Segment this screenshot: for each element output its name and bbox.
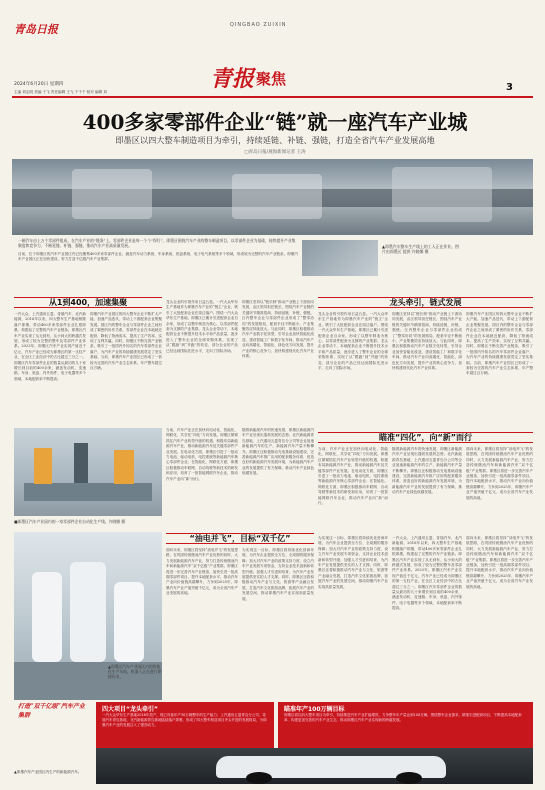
masthead-site: QINGBAO ZUIXIN (230, 22, 287, 28)
section-title-3: 瞄准“四化”，向“新”而行 (318, 432, 533, 443)
robot-label: 打造“双千亿级”汽车产业集群 (18, 703, 85, 719)
factory-photo (14, 428, 162, 516)
factory-caption: ■即墨区汽车产业园内的一家零部件企业自动化生产线。许晓娜 摄 (14, 519, 126, 524)
column-d2: 即墨区坚持以“链长制”推动产业链上下游协同发展，由区领导担任链长，围绕汽车产业链的关键环节精准招商，持续延链、补链、强链。区内整车企业与零部件企业形成了“整零协同”的发展格局，配套半径不断缩小，产业集聚效应持续放大。与此同时，即墨区积极推动汽车产业数字化转型，引导企业加快智能化改造，建设智能工厂和数字化车间，推动汽车产业向高端化、智能化、绿色化方向发展，提升产业的核心竞争力，加快构建现代化汽车产业体系。 (392, 312, 462, 371)
headline-sub: 即墨区以四大整车制造项目为牵引，持续延链、补链、强链，打造全省汽车产业发展高地 (115, 135, 435, 145)
column-g3: 面向未来，即墨区将坚持“油电并飞”的发展思路，在巩固传统燃油汽车产业优势的同时，大力发展新能源汽车产业，努力打造传统燃油汽车和新能源汽车“双千亿级”产业集群。即墨区将进一步完善汽车产业链条，加快引进一批高端零部件项目，提升本地配套水平，推动汽车产业向价值链高端攀升，力争到2025年，即墨汽车产业产值突破千亿元，成为全省汽车产业发展的高地。 (466, 536, 533, 589)
bottom-box-right (278, 702, 533, 748)
column-f2: 随着新能源汽车的快速发展，即墨区新能源汽车产业呈现出蓬勃发展的态势。北汽新能源青岛基地、上汽通用五菱青岛分公司等企业加速新能源汽车的生产，新能源汽车产量不断攀升。即墨区还积极推动充电基础设施建设，完善新能源汽车推广应用的配套服务体系，营造良好的新能源汽车发展环境，为新能源汽车产业的发展提供了有力保障，推动汽车产业绿色低碳发展。 (392, 447, 462, 495)
section-name: 聚焦 (256, 70, 287, 88)
masthead-rule (12, 96, 533, 98)
column-h2: 为实现这一目标，即墨区将持续优化营商环境，为汽车企业提供全方位、全周期的服务保障；加大对汽车产业的政策支持力度，设立汽车产业发展专项资金，支持企业技术创新和转型升级；加强人才引进和培育，为汽车产业发展提供坚实的人才支撑。同时，即墨区还将积极推动汽车产业与文化、旅游等产业融合发展，打造汽车文化旅游品牌，拓展汽车产业的发展空间，推动即墨汽车产业实现高质量发展。 (318, 536, 388, 589)
column-h: 为实现这一目标，即墨区将持续优化营商环境，为汽车企业提供全方位、全周期的服务保障；加大对汽车产业的政策支持力度，设立汽车产业发展专项资金，支持企业技术创新和转型升级；加强人才引进和培育，为汽车产业发展提供坚实的人才支撑。同时，即墨区还将积极推动汽车产业与文化、旅游等产业融合发展，打造汽车文化旅游品牌，拓展汽车产业的发展空间，推动即墨汽车产业实现高质量发展。 (242, 548, 314, 601)
date-line: 2024年6月20日 星期四 (14, 82, 64, 87)
lead-photo (12, 159, 533, 235)
column-e2: 当前，汽车产业正在加快向电动化、智能化、网联化、共享化“四化”方向发展。即墨区紧紧抓住汽车产业转型升级的机遇，积极布局新能源汽车产业，推动新能源汽车及关键零部件产业发展。在电动化方面，即墨区引进了一批动力电池、驱动电机、电控系统等新能源汽车核心零部件企业；在智能化、网联化方面，即墨区积极推动车联网、自动驾驶等新技术的研发和应用，培育了一批智能网联汽车企业，推动汽车产业向“新”而行。 (318, 447, 388, 506)
column-f: 随着新能源汽车的快速发展，即墨区新能源汽车产业呈现出蓬勃发展的态势。北汽新能源青岛基地、上汽通用五菱青岛分公司等企业加速新能源汽车的生产，新能源汽车产量不断攀升。即墨区还积极推动充电基础设施建设，完善新能源汽车推广应用的配套服务体系，营造良好的新能源汽车发展环境，为新能源汽车产业的发展提供了有力保障，推动汽车产业绿色低碳发展。 (242, 428, 314, 476)
column-e: 当前，汽车产业正在加快向电动化、智能化、网联化、共享化“四化”方向发展。即墨区紧紧抓住汽车产业转型升级的机遇，积极布局新能源汽车产业，推动新能源汽车及关键零部件产业发展。在电动化方面，即墨区引进了一批动力电池、驱动电机、电控系统等新能源汽车核心零部件企业；在智能化、网联化方面，即墨区积极推动车联网、自动驾驶等新技术的研发和应用，培育了一批智能网联汽车企业，推动汽车产业向“新”而行。 (166, 428, 238, 481)
bottom-box-left (96, 702, 274, 748)
column-c: 龙头企业的引领作用日益凸显。一汽大众华东生产基地作为即墨汽车产业的“链主”企业，吸引了大批配套企业在周边落户。围绕一汽大众华东生产基地，即墨区已累计引进配套企业百余家，形成了以整车制造为核心，以零部件配套为支撑的产业集群。龙头企业带动下，本地配套企业不断提升技术水平和产品质量，逐步进入了整车企业的全球采购体系，实现了从“跟跑”到“并跑”的转变，部分企业的产品已经达到国际先进水平，走向了国际市场。 (166, 300, 238, 353)
masthead-logo: 青岛日报 (14, 23, 58, 36)
column-b2: 即墨汽车产业园区的四大整车企业不断扩大产能，加速产品迭代，带动上下游配套企业集聚发展。园区内的整车企业与零部件企业之间形成了紧密的协作关系，零部件企业在本地就近配套，降低了物流成本，提高了生产效率，实现了互利共赢。同时，即墨区不断完善产业链条，吸引了一批国内外知名的汽车零部件企业落户，为汽车产业的持续健康发展奠定了坚实基础。当前，即墨汽车产业园区已形成了一套较为完善的汽车产业生态体系，年产整车超过百万辆。 (466, 312, 533, 376)
robot-caption: ▲即墨区汽车产业园区内的智能化生产车间，机器人正在进行焊接作业。 (108, 664, 162, 679)
column-a: 一汽大众、上汽通用五菱、奇瑞汽车、北汽新能源，2016年以来，四大整车生产基地相继落户即墨，带动400多家零部件企业扎根即墨，构建起了完整的汽车产业链条。即墨区汽车产业实现了从无到有、从小到大的跨越式发展，形成了较为完整的整车及零部件产业体系。2023年，即墨区汽车产业实现产值近千亿元，汽车产业已经成为即墨区的第一支柱产业，在全区工业经济中的占比超过三分之一。即墨区汽车零部件企业的数量从最初的几十家增长到目前的400余家，涵盖发动机、变速箱、车身、底盘、内外饰件、电子电器等多个领域，本地配套率不断提高。 (14, 312, 86, 381)
lead-photo-2 (302, 240, 378, 276)
byline: □青岛日报/观海新闻记者 王涛 (244, 150, 306, 155)
bottom-right-text: 即墨区将以四大整车项目为牵引，持续推进汽车产业扩能增效，力争整车年产量达到100万辆。围绕整车企业需求，精准引进配套项目，不断提高本地配套率，构建更加完善的汽车产业生态，推动即墨区汽车产业实现新的跨越发展。 (284, 713, 522, 722)
lead-text: 目前，位于即墨区的汽车产业园区内已经聚集400多家零部件企业，涵盖汽车动力系统、车身系统、底盘系统、电子电气系统等多个领域，形成较为完整的汽车产业链条。即墨汽车产业园区正在加快建设，努力打造千亿级汽车产业集群。 (18, 252, 298, 262)
section-logo: 青报 (210, 66, 255, 92)
lead-photo-caption: ▲即墨汽车整车生产线上的工人正在作业。图片由即墨区 提供 许晓娜 摄 (382, 244, 459, 255)
car-photo (96, 748, 533, 784)
editors-line: 主编 刘志明 美编 于飞 责任编辑 王飞 于千千 校对 编辑 刘 (14, 90, 107, 94)
section-title-1: 从1到400，加速集聚 (14, 297, 162, 308)
car-caption: ▲即墨汽车产业园区内生产的新能源汽车。 (14, 770, 82, 774)
column-b: 即墨汽车产业园区的四大整车企业不断扩大产能，加速产品迭代，带动上下游配套企业集聚发展。园区内的整车企业与零部件企业之间形成了紧密的协作关系，零部件企业在本地就近配套，降低了物流成本，提高了生产效率，实现了互利共赢。同时，即墨区不断完善产业链条，吸引了一批国内外知名的汽车零部件企业落户，为汽车产业的持续健康发展奠定了坚实基础。当前，即墨汽车产业园区已形成了一套较为完善的汽车产业生态体系，年产整车超过百万辆。 (90, 312, 162, 371)
column-a2: 一汽大众、上汽通用五菱、奇瑞汽车、北汽新能源，2016年以来，四大整车生产基地相继落户即墨，带动400多家零部件企业扎根即墨，构建起了完整的汽车产业链条。即墨区汽车产业实现了从无到有、从小到大的跨越式发展，形成了较为完整的整车及零部件产业体系。2023年，即墨区汽车产业实现产值近千亿元，汽车产业已经成为即墨区的第一支柱产业，在全区工业经济中的占比超过三分之一。即墨区汽车零部件企业的数量从最初的几十家增长到目前的400余家，涵盖发动机、变速箱、车身、底盘、内外饰件、电子电器等多个领域，本地配套率不断提高。 (392, 536, 462, 611)
section-title-2: 龙头牵引，链式发展 (318, 297, 533, 308)
headline-main: 400多家零部件企业“链”就一座汽车产业城 (82, 110, 468, 134)
bottom-left-title: 四大项目“龙头牵引” (102, 706, 158, 713)
page-number: 3 (506, 82, 513, 93)
lead-caption: 一辆汽车由上万个零部件组成。在汽车产业的“链条”上，零部件企业是每一个个“焊钉”，即墨区围绕汽车产业的整车制造项目，以零部件企业为基础，持续提升产业集聚度和竞争力，不断延链、补链、强链，推动汽车产业高质量发展。 (18, 238, 296, 249)
section-title-4: “油电并飞”，目标“双千亿” (166, 533, 314, 544)
bottom-left-text: 一汽大众华东生产基地2016年投产，现已具备年产30万辆整车的生产能力；上汽通用五菱青岛分公司、奇瑞汽车青岛基地、北汽新能源青岛基地陆续落户即墨，形成了四大整车制造项目齐头并进的发展格局，为即墨汽车产业的发展注入了强劲动力。 (102, 713, 267, 727)
column-c2: 龙头企业的引领作用日益凸显。一汽大众华东生产基地作为即墨汽车产业的“链主”企业，吸引了大批配套企业在周边落户。围绕一汽大众华东生产基地，即墨区已累计引进配套企业百余家，形成了以整车制造为核心，以零部件配套为支撑的产业集群。龙头企业带动下，本地配套企业不断提升技术水平和产品质量，逐步进入了整车企业的全球采购体系，实现了从“跟跑”到“并跑”的转变，部分企业的产品已经达到国际先进水平，走向了国际市场。 (318, 312, 388, 371)
column-g: 面向未来，即墨区将坚持“油电并飞”的发展思路，在巩固传统燃油汽车产业优势的同时，大力发展新能源汽车产业，努力打造传统燃油汽车和新能源汽车“双千亿级”产业集群。即墨区将进一步完善汽车产业链条，加快引进一批高端零部件项目，提升本地配套水平，推动汽车产业向价值链高端攀升，力争到2025年，即墨汽车产业产值突破千亿元，成为全省汽车产业发展的高地。 (166, 548, 238, 596)
column-d: 即墨区坚持以“链长制”推动产业链上下游协同发展，由区领导担任链长，围绕汽车产业链的关键环节精准招商，持续延链、补链、强链。区内整车企业与零部件企业形成了“整零协同”的发展格局，配套半径不断缩小，产业集聚效应持续放大。与此同时，即墨区积极推动汽车产业数字化转型，引导企业加快智能化改造，建设智能工厂和数字化车间，推动汽车产业向高端化、智能化、绿色化方向发展，提升产业的核心竞争力，加快构建现代化汽车产业体系。 (242, 300, 314, 359)
bottom-right-title: 瞄准年产100万辆目标 (284, 706, 345, 713)
column-g2: 面向未来，即墨区将坚持“油电并飞”的发展思路，在巩固传统燃油汽车产业优势的同时，大力发展新能源汽车产业，努力打造传统燃油汽车和新能源汽车“双千亿级”产业集群。即墨区将进一步完善汽车产业链条，加快引进一批高端零部件项目，提升本地配套水平，推动汽车产业向价值链高端攀升，力争到2025年，即墨汽车产业产值突破千亿元，成为全省汽车产业发展的高地。 (466, 447, 533, 500)
